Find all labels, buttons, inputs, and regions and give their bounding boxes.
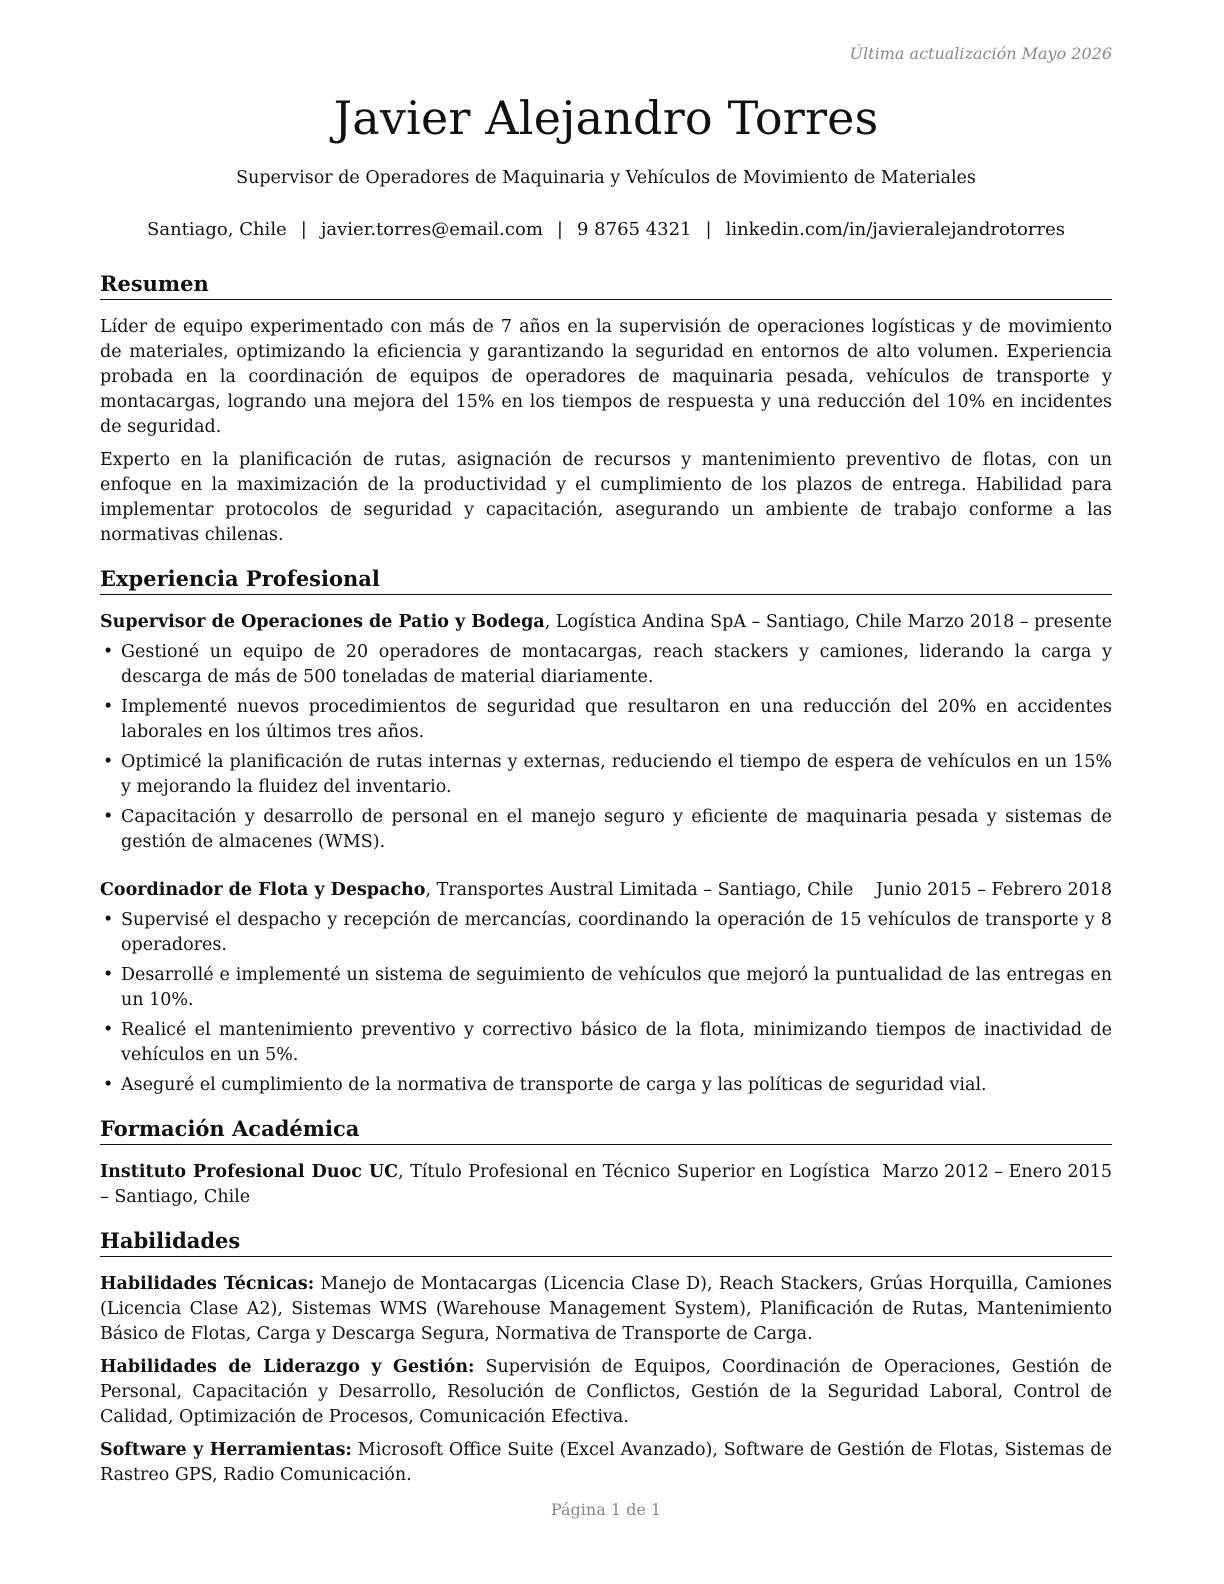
job-title: Supervisor de Operaciones de Patio y Bodega — [100, 612, 545, 632]
candidate-name: Javier Alejandro Torres — [333, 91, 879, 145]
section-formacion — [100, 1115, 1112, 1210]
job-bullets — [100, 640, 1112, 855]
skill-group-label: Habilidades de Liderazgo y Gestión: — [100, 1357, 475, 1377]
job-dates: Junio 2015 – Febrero 2018 — [875, 880, 1112, 900]
contact-location: Santiago, Chile — [147, 219, 287, 240]
skill-group-label: Software y Herramientas: — [100, 1440, 352, 1460]
job-entry — [100, 878, 1112, 1098]
job-bullet: • Implementé nuevos procedimientos de seguridad que resultaron en una reducción del 20% en accidentes laborales en los últimos tres años. — [100, 695, 1112, 745]
section-title-habilidades: Habilidades — [100, 1227, 1112, 1257]
section-resumen — [100, 270, 1112, 548]
last-updated: Última actualización Mayo 2026 — [849, 44, 1112, 63]
contact-linkedin[interactable]: linkedin.com/in/javieralejandrotorres — [725, 219, 1065, 240]
job-company: , Transportes Austral Limitada – Santiago, Chile — [425, 880, 854, 900]
skill-group-label: Habilidades Técnicas: — [100, 1274, 315, 1294]
job-header — [100, 610, 1112, 635]
contact-separator: | — [300, 219, 307, 240]
skill-group — [100, 1272, 1112, 1347]
job-bullet: • Aseguré el cumplimiento de la normativa de transporte de carga y las políticas de seguridad vial. — [100, 1073, 1112, 1098]
job-title: Coordinador de Flota y Despacho — [100, 880, 426, 900]
skill-group-text: Supervisión de Equipos, Coordinación de Operaciones, Gestión de Personal, Capacitación y Desarrollo, Resolución de Conflictos, Gestión de la Seguridad Laboral, Control de Calidad, Optimización de Procesos, Comunicación Efectiva. — [100, 1357, 1113, 1427]
job-bullets — [100, 908, 1112, 1098]
skill-group — [100, 1355, 1112, 1430]
job-role-line — [100, 610, 902, 635]
section-title-formacion: Formación Académica — [100, 1115, 1112, 1145]
contact-line — [100, 219, 1112, 240]
page-number: Página 1 de 1 — [550, 1500, 662, 1519]
job-role-line — [100, 878, 853, 903]
candidate-headline: Supervisor de Operadores de Maquinaria y Vehículos de Movimiento de Materiales — [236, 168, 976, 188]
job-dates: Marzo 2018 – presente — [907, 612, 1112, 632]
education-entry — [100, 1160, 1112, 1210]
education-dates: Marzo 2012 – Enero 2015 — [882, 1162, 1112, 1182]
skill-group-text: Manejo de Montacargas (Licencia Clase D), Reach Stackers, Grúas Horquilla, Camiones (Licencia Clase A2), Sistemas WMS (Warehouse Management System), Planificación de Rutas, Mantenimiento Básico de Flotas, Carga y Descarga Segura, Normativa de Transporte de Carga. — [100, 1274, 1112, 1344]
contact-separator: | — [556, 219, 563, 240]
section-experiencia — [100, 565, 1112, 1098]
resume-content — [100, 270, 1112, 1488]
summary-paragraph: Experto en la planificación de rutas, asignación de recursos y mantenimiento preventivo de flotas, con un enfoque en la maximización de la productividad y el cumplimiento de los plazos de entrega. Habilidad para implementar protocolos de seguridad y capacitación, asegurando un ambiente de trabajo conforme a las normativas chilenas. — [100, 450, 1112, 545]
education-institution: Instituto Profesional Duoc UC — [100, 1162, 399, 1182]
contact-email[interactable]: javier.torres@email.com — [320, 219, 543, 240]
job-company: , Logística Andina SpA – Santiago, Chile — [544, 612, 902, 632]
section-title-experiencia: Experiencia Profesional — [100, 565, 1112, 595]
summary-paragraph: Líder de equipo experimentado con más de 7 años en la supervisión de operaciones logísticas y de movimiento de materiales, optimizando la eficiencia y garantizando la seguridad en entornos de alto volumen. Experiencia probada en la coordinación de equipos de operadores de maquinaria pesada, vehículos de transporte y montacargas, logrando una mejora del 15% en los tiempos de respuesta y una reducción del 10% en incidentes de seguridad. — [100, 317, 1112, 437]
job-header — [100, 878, 1112, 903]
skill-group-text: Microsoft Office Suite (Excel Avanzado), Software de Gestión de Flotas, Sistemas de Rastreo GPS, Radio Comunicación. — [100, 1440, 1112, 1485]
job-bullet: • Capacitación y desarrollo de personal en el manejo seguro y eficiente de maquinaria pesada y sistemas de gestión de almacenes (WMS). — [100, 805, 1112, 855]
education-degree: , Título Profesional en Técnico Superior en Logística – Santiago, Chile — [100, 1162, 870, 1207]
job-bullet: • Desarrollé e implementé un sistema de seguimiento de vehículos que mejoró la puntualidad de las entregas en un 10%. — [100, 963, 1112, 1013]
job-bullet: • Gestioné un equipo de 20 operadores de montacargas, reach stackers y camiones, liderando la carga y descarga de más de 500 toneladas de material diariamente. — [100, 640, 1112, 690]
contact-phone: 9 8765 4321 — [576, 219, 692, 240]
education-description — [100, 1160, 870, 1210]
resume-page — [100, 0, 1112, 1584]
section-title-resumen: Resumen — [100, 270, 1112, 300]
job-bullet: • Optimicé la planificación de rutas internas y externas, reduciendo el tiempo de espera de vehículos en un 15% y mejorando la fluidez del inventario. — [100, 750, 1112, 800]
section-habilidades — [100, 1227, 1112, 1488]
job-bullet: • Supervisé el despacho y recepción de mercancías, coordinando la operación de 15 vehículos de transporte y 8 operadores. — [100, 908, 1112, 958]
skill-group — [100, 1438, 1112, 1488]
job-bullet: • Realicé el mantenimiento preventivo y correctivo básico de la flota, minimizando tiempos de inactividad de vehículos en un 5%. — [100, 1018, 1112, 1068]
job-entry — [100, 610, 1112, 855]
contact-separator: | — [705, 219, 712, 240]
